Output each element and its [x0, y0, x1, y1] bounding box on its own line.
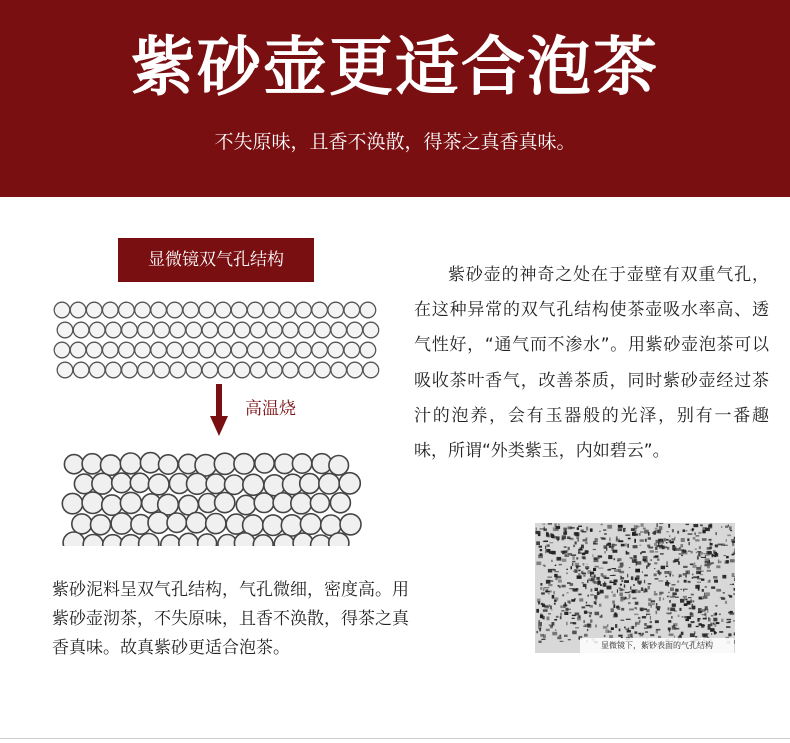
pore-circle — [86, 342, 102, 358]
pore-circle — [331, 362, 347, 378]
pore-circle — [186, 362, 202, 378]
pore-circle — [89, 322, 105, 338]
page-subtitle: 不失原味，且香不涣散，得茶之真香真味。 — [214, 131, 576, 153]
fused-pore-circle — [198, 534, 217, 546]
pore-circle — [247, 302, 263, 318]
pore-circle — [347, 362, 363, 378]
pore-circle — [202, 362, 218, 378]
pores-after-firing — [62, 453, 361, 546]
fused-pore-circle — [319, 473, 340, 494]
fused-pore-circle — [120, 453, 141, 474]
fused-pore-circle — [310, 494, 329, 513]
fused-pore-circle — [225, 475, 244, 494]
pore-circle — [264, 342, 280, 358]
pore-circle — [280, 302, 296, 318]
pore-circle — [70, 342, 86, 358]
fused-pore-circle — [234, 454, 254, 474]
microscope-photo — [535, 523, 735, 653]
fused-pore-circle — [206, 514, 226, 534]
pore-circle — [73, 322, 89, 338]
fused-pore-circle — [263, 515, 284, 536]
fused-pore-circle — [62, 493, 82, 513]
pore-circle — [73, 362, 89, 378]
pore-circle — [296, 342, 312, 358]
pore-circle — [135, 342, 151, 358]
pore-circle — [103, 302, 119, 318]
fused-pore-circle — [139, 534, 159, 547]
pore-circle — [199, 342, 215, 358]
pore-circle — [328, 302, 344, 318]
pore-circle — [106, 322, 122, 338]
pore-circle — [312, 342, 328, 358]
pore-circle — [231, 342, 247, 358]
down-arrow-icon — [210, 384, 228, 436]
fused-pore-circle — [311, 535, 331, 546]
pore-circle — [167, 302, 183, 318]
pore-circle — [250, 362, 266, 378]
pore-circle — [344, 302, 360, 318]
pore-circle — [57, 322, 73, 338]
fused-pore-circle — [292, 454, 311, 473]
pore-circle — [154, 322, 170, 338]
fused-pore-circle — [215, 493, 235, 513]
fused-pore-circle — [82, 492, 103, 513]
summary-paragraph: 紫砂泥料呈双气孔结构，气孔微细，密度高。用紫砂壶沏茶，不失原味，且香不涣散，得茶之真香真味。故真紫砂更适合泡茶。 — [52, 580, 409, 658]
pore-circle — [183, 342, 199, 358]
fused-pore-circle — [281, 515, 302, 536]
diagram-label: 显微镜双气孔结构 — [118, 238, 314, 282]
pore-circle — [360, 302, 376, 318]
fused-pore-circle — [83, 535, 103, 547]
fused-pore-circle — [74, 474, 94, 494]
fused-pore-circle — [214, 453, 235, 474]
pore-circle — [296, 302, 312, 318]
bottom-divider — [0, 738, 790, 739]
pore-circle — [283, 362, 299, 378]
fused-pore-circle — [167, 513, 186, 532]
pore-circle — [215, 342, 231, 358]
fused-pore-circle — [140, 453, 160, 473]
fused-pore-circle — [82, 454, 102, 474]
fused-pore-circle — [120, 492, 141, 513]
pore-circle — [234, 322, 250, 338]
pore-circle — [122, 362, 138, 378]
fused-pore-circle — [254, 493, 274, 513]
pore-circle — [106, 362, 122, 378]
fused-pore-circle — [300, 514, 321, 535]
pore-circle — [170, 322, 186, 338]
pore-circle — [138, 362, 154, 378]
fused-pore-circle — [291, 493, 312, 514]
fused-pore-circle — [275, 454, 295, 474]
fused-pore-circle — [340, 514, 361, 535]
description-paragraph: 紫砂壶的神奇之处在于壶壁有双重气孔，在这种异常的双气孔结构使茶壶吸水率高、透气性好，“通气而不渗水”。用紫砂壶泡茶可以吸收茶叶香气，改善茶质，同时紫砂壶经过茶汁的泡养，会有玉器般的光泽，别有一番趣味，所谓“外类紫玉，内如碧云”。 — [414, 265, 769, 462]
fused-pore-circle — [236, 495, 255, 514]
pore-circle — [215, 302, 231, 318]
pore-circle — [86, 302, 102, 318]
pore-circle — [283, 322, 299, 338]
header-banner — [0, 0, 790, 197]
fused-pore-circle — [300, 474, 320, 494]
pore-circle — [280, 342, 296, 358]
pore-circle — [70, 302, 86, 318]
pore-circle — [186, 322, 202, 338]
pore-circle — [299, 322, 315, 338]
pore-circle — [312, 302, 328, 318]
fused-pore-circle — [63, 532, 84, 546]
pore-circle — [267, 362, 283, 378]
fused-pore-circle — [91, 515, 111, 535]
fused-pore-circle — [234, 533, 255, 546]
pore-circle — [247, 342, 263, 358]
pore-circle — [103, 342, 119, 358]
pore-circle — [122, 322, 138, 338]
firing-label: 高温烧 — [245, 399, 296, 419]
fused-pore-circle — [255, 454, 274, 473]
pore-circle — [328, 342, 344, 358]
fused-pore-circle — [329, 533, 349, 546]
fused-pore-circle — [161, 535, 180, 546]
fused-pore-circle — [92, 473, 113, 494]
pore-circle — [218, 362, 234, 378]
fused-pore-circle — [112, 473, 132, 493]
pore-circle — [119, 302, 135, 318]
fused-pore-circle — [148, 474, 169, 495]
fused-pore-circle — [206, 474, 226, 494]
fused-pore-circle — [159, 455, 178, 474]
pore-circle — [344, 342, 360, 358]
fused-pore-circle — [102, 495, 122, 515]
fused-pore-circle — [253, 535, 273, 546]
fused-pore-circle — [148, 512, 169, 533]
pore-circle — [199, 302, 215, 318]
pore-circle — [267, 322, 283, 338]
pore-circle — [154, 362, 170, 378]
pore-circle — [347, 322, 363, 338]
pore-circle — [218, 322, 234, 338]
pore-circle — [54, 302, 70, 318]
pore-circle — [315, 362, 331, 378]
fused-pore-circle — [273, 493, 293, 513]
fused-pore-circle — [72, 514, 92, 534]
fused-pore-circle — [339, 473, 360, 494]
pore-circle — [135, 302, 151, 318]
pore-circle — [202, 322, 218, 338]
fused-pore-circle — [329, 456, 349, 476]
pore-circle — [119, 342, 135, 358]
pore-circle — [264, 302, 280, 318]
pore-circle — [363, 362, 379, 378]
fused-pore-circle — [187, 473, 208, 494]
pore-circle — [54, 342, 70, 358]
pore-circle — [360, 342, 376, 358]
pores-before-firing — [54, 302, 379, 378]
fused-pore-circle — [101, 455, 121, 475]
pore-circle — [299, 362, 315, 378]
fused-pore-circle — [330, 493, 350, 513]
pore-circle — [183, 302, 199, 318]
fused-pore-circle — [243, 474, 264, 495]
pore-circle — [231, 302, 247, 318]
pore-circle — [57, 362, 73, 378]
pore-circle — [151, 302, 167, 318]
pore-circle — [89, 362, 105, 378]
pore-circle — [363, 322, 379, 338]
fused-pore-circle — [111, 513, 132, 534]
pore-circle — [250, 322, 266, 338]
fused-pore-circle — [130, 473, 149, 492]
fused-pore-circle — [179, 533, 198, 546]
photo-caption: 显微镜下，紫砂表面的气孔结构 — [580, 638, 734, 653]
pore-circle — [315, 322, 331, 338]
pore-circle — [234, 362, 250, 378]
page-title: 紫砂壶更适合泡茶 — [131, 30, 659, 105]
pore-circle — [151, 342, 167, 358]
fused-pore-circle — [186, 512, 206, 532]
pore-circle — [331, 322, 347, 338]
pore-circle — [167, 342, 183, 358]
fused-pore-circle — [64, 455, 83, 474]
pore-circle — [138, 322, 154, 338]
pore-circle — [170, 362, 186, 378]
